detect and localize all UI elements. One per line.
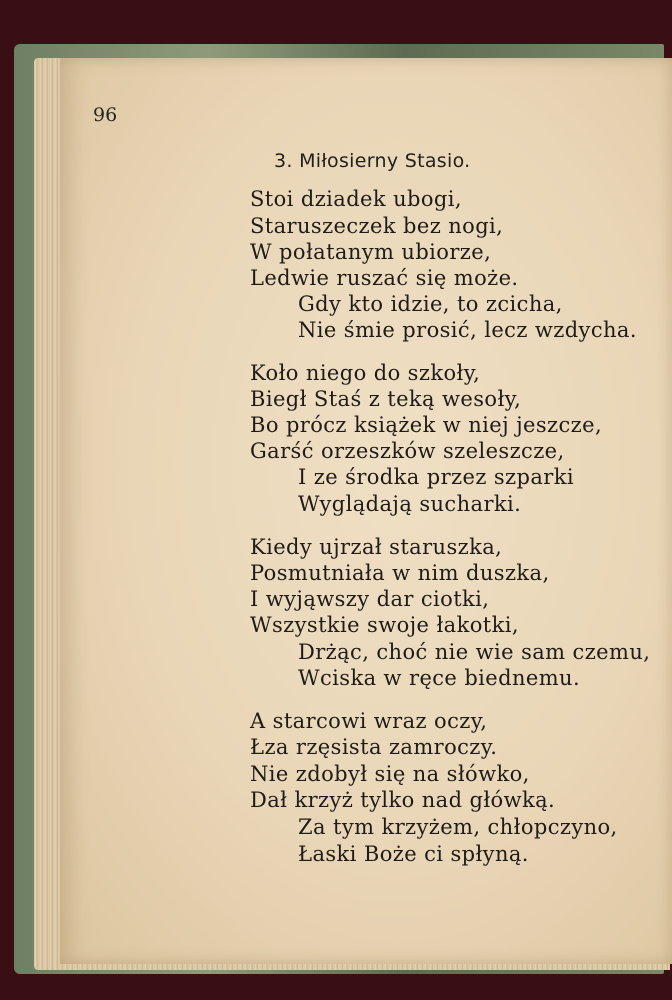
poem-title: 3. Miłosierny Stasio. <box>274 150 471 172</box>
poem-line: Łaski Boże ci spłyną. <box>298 842 529 866</box>
poem-line: A starcowi wraz oczy, <box>250 709 488 733</box>
poem-line: Posmutniała w nim duszka, <box>250 561 550 585</box>
poem-line: Wciska w ręce biednemu. <box>298 666 581 690</box>
poem-line: W połatanym ubiorze, <box>250 240 492 264</box>
poem-line: Kiedy ujrzał staruszka, <box>250 535 503 559</box>
poem-line: Staruszeczek bez nogi, <box>250 214 504 238</box>
poem-line: Nie zdobył się na słówko, <box>250 762 530 786</box>
poem-line: Wyglądają sucharki. <box>298 492 522 516</box>
poem-line: Koło niego do szkoły, <box>250 361 481 385</box>
page-number: 96 <box>93 104 118 126</box>
poem-line: Łza rzęsista zamroczy. <box>250 735 498 759</box>
poem-line: Nie śmie prosić, lecz wzdycha. <box>298 318 637 342</box>
poem-line: Drżąc, choć nie wie sam czemu, <box>298 640 651 664</box>
poem-line: Wszystkie swoje łakotki, <box>250 613 519 637</box>
poem-line: Garść orzeszków szeleszcze, <box>250 439 565 463</box>
poem-line: Biegł Staś z teką wesoły, <box>250 387 522 411</box>
poem-line: Ledwie ruszać się może. <box>250 266 519 290</box>
poem-line: Bo prócz książek w niej jeszcze, <box>250 413 603 437</box>
poem-line: I wyjąwszy dar ciotki, <box>250 587 490 611</box>
poem-line: Gdy kto idzie, to zcicha, <box>298 292 563 316</box>
poem-line: Stoi dziadek ubogi, <box>250 187 462 211</box>
poem-line: Za tym krzyżem, chłopczyno, <box>298 815 618 839</box>
poem-line: Dał krzyż tylko nad główką. <box>250 788 556 812</box>
poem-line: I ze środka przez szparki <box>298 465 574 489</box>
